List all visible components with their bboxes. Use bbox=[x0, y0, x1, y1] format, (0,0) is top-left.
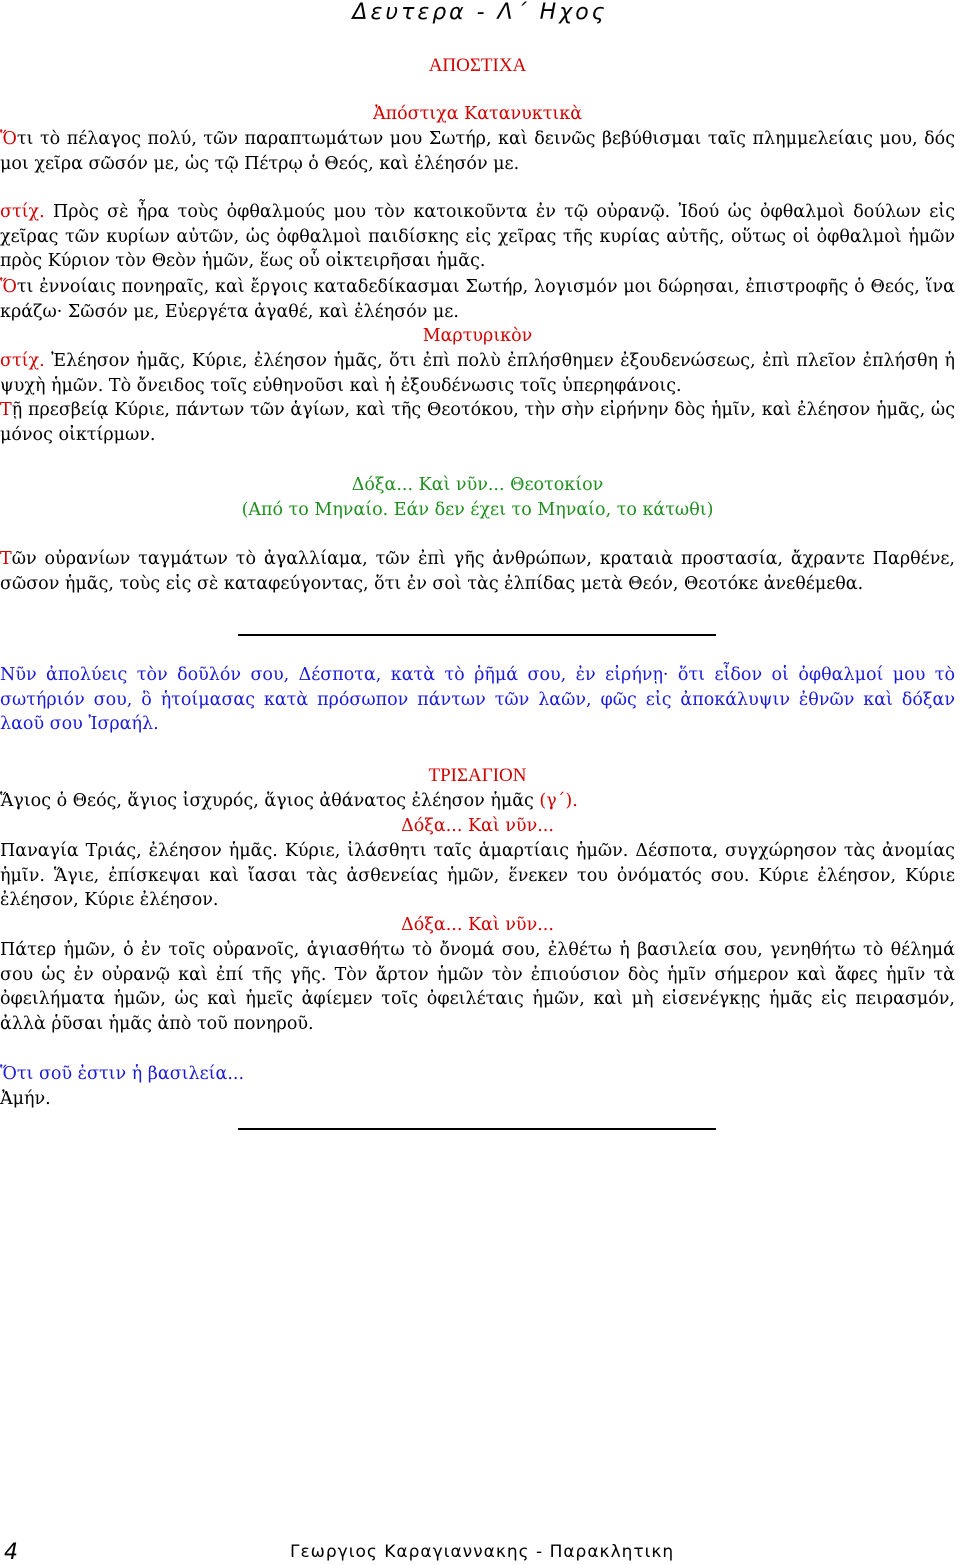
doxa-theotokion-heading: Δόξα... Καὶ νῦν... Θεοτοκίον bbox=[351, 475, 604, 495]
page-number: 4 bbox=[4, 1540, 18, 1565]
troparion-text: τι ἐννοίαις πονηραῖς, καὶ ἔργοις καταδεδίκασμαι Σωτήρ, λογισμόν μοι δώρησαι, ἐπιστροφῆς ὁ Θεός, ἵνα κράζω· Σῶσόν με, Εὐεργέτα ἀγαθέ, καὶ ἐλέησόν με. bbox=[0, 277, 955, 322]
panagia-prayer: Παναγία Τριάς, ἐλέησον ἡμᾶς. Κύριε, ἱλάσθητι ταῖς ἁμαρτίαις ἡμῶν. Δέσποτα, συγχώρησον τὰς ἀνομίας ἡμῖν. Ἅγιε, ἐπίσκεψαι καὶ ἴασαι τὰς ἀσθενείας ἡμῶν, ἕνεκεν του ὀνόματός σου. Κύριε ἐλέησον, Κύριε ἐλέησον, Κύριε ἐλέησον. bbox=[0, 841, 955, 911]
verse-label: στίχ. bbox=[0, 202, 45, 222]
verse-text: Ἐλέησον ἡμᾶς, Κύριε, ἐλέησον ἡμᾶς, ὅτι ἐπὶ πολὺ ἐπλήσθημεν ἐξουδενώσεως, ἐπὶ πλεῖον ἐπλήσθη ἡ ψυχὴ ἡμῶν. Τὸ ὄνειδος τοῖς εὐθηνοῦσι καὶ ἡ ἐξουδένωσις τοῖς ὑπερηφάνοις. bbox=[0, 351, 955, 396]
doxa-heading-1: Δόξα... Καὶ νῦν... bbox=[401, 816, 554, 836]
page-footer bbox=[0, 1540, 960, 1564]
initial-letter: Τ bbox=[0, 549, 12, 569]
aposticha-subtitle: Ἀπόστιχα Κατανυκτικὰ bbox=[372, 104, 583, 124]
troparion-3 bbox=[0, 398, 955, 447]
lords-prayer: Πάτερ ἡμῶν, ὁ ἐν τοῖς οὐρανοῖς, ἁγιασθήτω τὸ ὄνομά σου, ἐλθέτω ἡ βασιλεία σου, γενηθήτω τὸ θέλημά σου ὡς ἐν οὐρανῷ καὶ ἐπί τῆς γῆς. Τὸν ἄρτον ἡμῶν τὸν ἐπιούσιον δὸς ἡμῖν σήμερον καὶ ἄφες ἡμῖν τὰ ὀφειλήματα ἡμῶν, ὡς καὶ ἡμεῖς ἀφίεμεν τοῖς ὀφειλέταις ἡμῶν, καὶ μὴ εἰσενέγκῃς ἡμᾶς εἰς πειρασμόν, ἀλλὰ ῥῦσαι ἡμᾶς ἀπὸ τοῦ πονηροῦ. bbox=[0, 940, 955, 1035]
troparion-text: τι τὸ πέλαγος πολύ, τῶν παραπτωμάτων μου Σωτήρ, καὶ δεινῶς βεβύθισμαι ταῖς πλημμελείαις μου, δός μοι χεῖρα σῶσόν με, ὡς τῷ Πέτρῳ ὁ Θεός, καὶ ἐλέησόν με. bbox=[0, 129, 955, 174]
doxa-heading-2: Δόξα... Καὶ νῦν... bbox=[401, 915, 554, 935]
amen: Ἀμήν. bbox=[0, 1089, 51, 1109]
initial-letter: Ὅ bbox=[0, 277, 17, 297]
hagios-text: Ἅγιος ὁ Θεός, ἅγιος ἰσχυρός, ἅγιος ἀθάνατος ἐλέησον ἡμᾶς bbox=[0, 791, 540, 811]
verse-text: Πρὸς σὲ ἦρα τοὺς ὀφθαλμούς μου τὸν κατοικοῦντα ἐν τῷ οὐρανῷ. Ἰδού ὡς ὀφθαλμοὶ δούλων εἰς χεῖρας τῶν κυρίων αὐτῶν, ὡς ὀφθαλμοὶ παιδίσκης εἰς χεῖρας τῆς κυρίας αὐτῆς, οὕτως οἱ ὀφθαλμοὶ ἡμῶν πρὸς Κύριον τὸν Θεὸν ἡμῶν, ἕως οὗ οἰκτειρῆσαι ἡμᾶς. bbox=[0, 202, 955, 272]
theotokion-text: ῶν οὐρανίων ταγμάτων τὸ ἀγαλλίαμα, τῶν ἐπὶ γῆς ἀνθρώπων, κραταιὰ προστασία, ἄχραντε Παρθένε, σῶσον ἡμᾶς, τοὺς εἰς σὲ καταφεύγοντας, ὅτι ἐν σοὶ τὰς ἐλπίδας μετὰ Θεόν, Θεοτόκε ἀνεθέμεθα. bbox=[0, 549, 955, 594]
troparion-1 bbox=[0, 127, 955, 176]
thrice-marker: (γ΄). bbox=[539, 791, 578, 811]
menaion-note: (Από το Μηναίο. Εάν δεν έχει το Μηναίο, το κάτωθι) bbox=[241, 500, 714, 520]
section-divider bbox=[238, 634, 716, 636]
nyn-apolyeis: Νῦν ἀπολύεις τὸν δοῦλόν σου, Δέσποτα, κατὰ τὸ ῥῆμά σου, ἐν εἰρήνῃ· ὅτι εἶδον οἱ ὀφθαλμοί μου τὸ σωτήριόν σου, ὃ ἡτοίμασας κατὰ πρόσωπον πάντων τῶν λαῶν, φῶς εἰς ἀποκάλυψιν ἐθνῶν καὶ δόξαν λαοῦ σου Ἰσραήλ. bbox=[0, 665, 955, 735]
section-divider-end bbox=[238, 1128, 716, 1130]
hoti-sou-estin: Ὅτι σοῦ ἐστιν ἡ βασιλεία... bbox=[0, 1064, 245, 1084]
trisagion-hagios bbox=[0, 789, 955, 814]
running-header: Δευτερα - Λ΄ Ηχος bbox=[352, 0, 608, 25]
verse-label: στίχ. bbox=[0, 351, 45, 371]
footer-text: Γεωργιος Καραγιαννακης - Παρακλητικη bbox=[290, 1542, 675, 1562]
aposticha-title: ΑΠΟΣΤΙΧΑ bbox=[428, 55, 527, 76]
verse-2 bbox=[0, 349, 955, 398]
troparion-text: ῇ πρεσβείᾳ Κύριε, πάντων τῶν ἁγίων, καὶ τῆς Θεοτόκου, τὴν σὴν εἰρήνην δὸς ἡμῖν, καὶ ἐλέησον ἡμᾶς, ὡς μόνος οἰκτίρμων. bbox=[0, 400, 955, 445]
initial-letter: Τ bbox=[0, 400, 12, 420]
trisagion-title: ΤΡΙΣΑΓΙΟΝ bbox=[428, 765, 527, 786]
initial-letter: Ὅ bbox=[0, 129, 17, 149]
martyrikon-heading: Μαρτυρικὸν bbox=[422, 326, 533, 346]
troparion-2 bbox=[0, 275, 955, 324]
theotokion bbox=[0, 547, 955, 596]
verse-1 bbox=[0, 200, 955, 274]
